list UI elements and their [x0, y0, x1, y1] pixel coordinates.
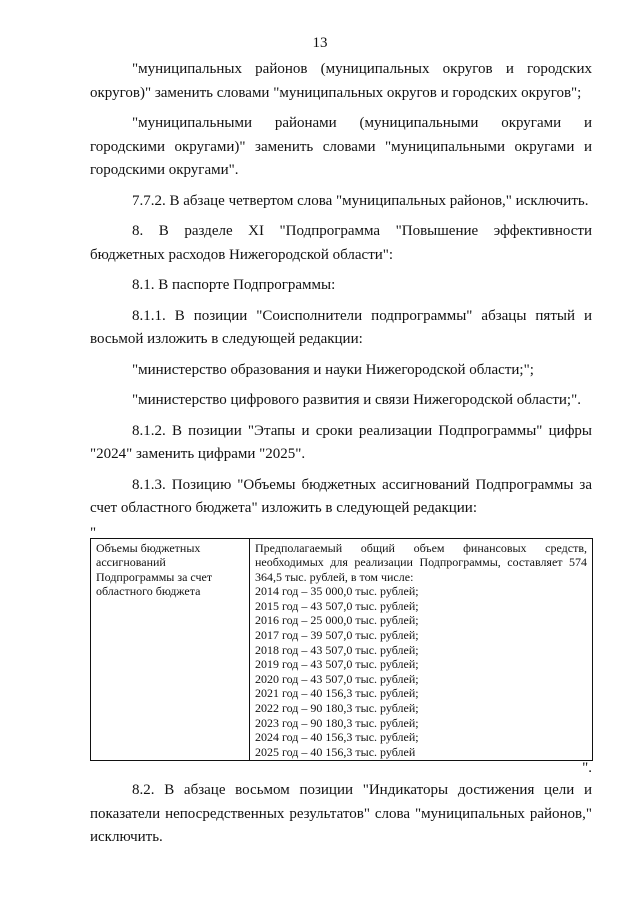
paragraph-3: 7.7.2. В абзаце четвертом слова "муниципальных районов," исключить. — [132, 192, 589, 209]
paragraph-6: 8.1.1. В позиции "Соисполнители подпрограммы" абзацы пятый и восьмой изложить в следующей редакции: — [90, 307, 592, 347]
paragraph-11: 8.2. В абзаце восьмом позиции "Индикаторы достижения цели и показатели непосредственных результатов" слова "муниципальных районов," исключить. — [90, 782, 592, 846]
paragraph-4: 8. В разделе XI "Подпрограмма "Повышение эффективности бюджетных расходов Нижегородской области": — [90, 223, 592, 263]
opening-quote: " — [90, 524, 97, 541]
closing-quote: ". — [582, 760, 592, 777]
budget-table — [90, 538, 593, 762]
table-row — [91, 538, 593, 761]
table-cell-position: Объемы бюджетных ассигнований Подпрограммы за счет областного бюджета — [91, 538, 250, 761]
paragraph-9: 8.1.2. В позиции "Этапы и сроки реализации Подпрограммы" цифры "2024" заменить цифрами "2025". — [90, 422, 592, 462]
list-item: 2018 год – 43 507,0 тыс. рублей; — [255, 642, 419, 657]
list-item: 2022 год – 90 180,3 тыс. рублей; — [255, 701, 419, 716]
list-item: 2020 год – 43 507,0 тыс. рублей; — [255, 671, 419, 686]
list-item: 2021 год – 40 156,3 тыс. рублей; — [255, 686, 419, 701]
budget-intro: Предполагаемый общий объем финансовых средств, необходимых для реализации Подпрограммы, составляет 574 364,5 тыс. рублей, в том числе: — [255, 540, 587, 584]
paragraph-10: 8.1.3. Позицию "Объемы бюджетных ассигнований Подпрограммы за счет областного бюджета" изложить в следующей редакции: — [90, 476, 592, 516]
table-cell-value — [250, 538, 593, 761]
list-item: 2016 год – 25 000,0 тыс. рублей; — [255, 613, 419, 628]
list-item: 2014 год – 35 000,0 тыс. рублей; — [255, 584, 419, 599]
paragraph-8: "министерство цифрового развития и связи Нижегородской области;". — [132, 392, 581, 408]
list-item: 2023 год – 90 180,3 тыс. рублей; — [255, 715, 419, 730]
budget-years-list — [255, 584, 587, 759]
list-item: 2019 год – 43 507,0 тыс. рублей; — [255, 657, 419, 672]
paragraph-1: "муниципальных районов (муниципальных округов и городских округов)" заменить словами "муниципальных округов и городских округов"; — [90, 61, 592, 101]
document-body — [90, 58, 592, 857]
list-item: 2017 год – 39 507,0 тыс. рублей; — [255, 628, 419, 643]
list-item: 2024 год – 40 156,3 тыс. рублей; — [255, 730, 419, 745]
list-item: 2025 год – 40 156,3 тыс. рублей — [255, 744, 416, 759]
paragraph-2: "муниципальными районами (муниципальными округами и городскими округами)" заменить словами "муниципальными округами и городскими округами". — [90, 115, 592, 178]
paragraph-5: 8.1. В паспорте Подпрограммы: — [132, 277, 336, 293]
list-item: 2015 год – 43 507,0 тыс. рублей; — [255, 598, 419, 613]
page-number: 13 — [312, 35, 328, 51]
paragraph-7: "министерство образования и науки Нижегородской области;"; — [132, 361, 534, 378]
